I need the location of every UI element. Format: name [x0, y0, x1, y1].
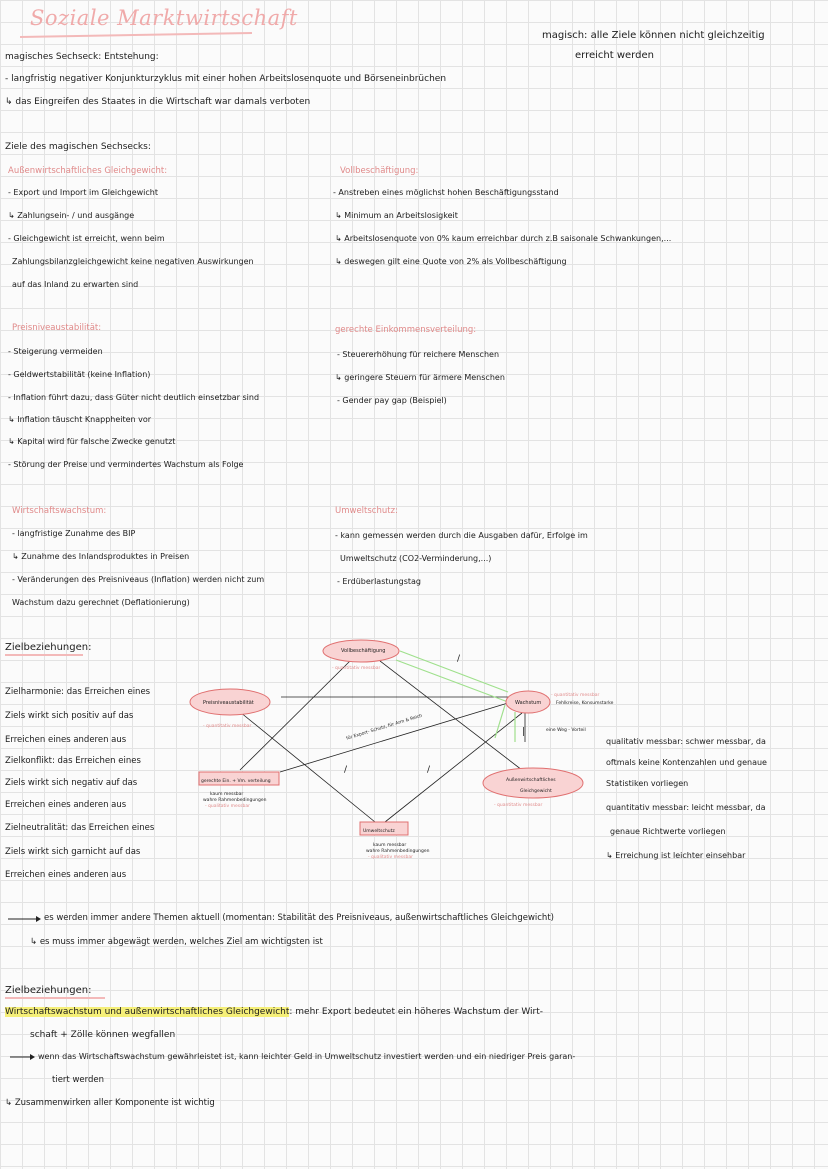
diagram-slash: / — [344, 765, 348, 775]
node-label-preisniveau: Preisniveaustabilität — [203, 700, 254, 706]
diagram-edge-label: für Export- Schutz, für Arm & Reich — [345, 713, 424, 742]
goal-title-umwelt: Umweltschutz: — [335, 506, 398, 516]
goal-line: - Erdüberlastungstag — [337, 577, 422, 586]
goal-line: Zahlungsbilanzgleichgewicht keine negativen Auswirkungen — [12, 257, 254, 266]
node-note: - quantitativ messbar — [551, 693, 600, 698]
arrow-icon — [36, 916, 41, 922]
arrow-note-line2: ↳ es muss immer abgewägt werden, welches Ziel am wichtigsten ist — [30, 937, 323, 947]
diagram-pipe: | — [522, 727, 526, 737]
goal-line: - Veränderungen des Preisniveaus (Inflation) werden nicht zum — [12, 575, 265, 584]
zielbeziehung-text: : mehr Export bedeutet ein höheres Wachstum der Wirt- — [289, 1007, 544, 1017]
page-title: Soziale Marktwirtschaft — [30, 6, 298, 30]
goal-line: ↳ Zahlungsein- / und ausgänge — [8, 211, 135, 220]
node-label-aussen: Außenwirtschaftliches — [506, 778, 556, 783]
node-label-wachstum: Wachstum — [515, 700, 542, 706]
node-note: kaum messbar — [373, 843, 407, 848]
magisch-note-line1: magisch: alle Ziele können nicht gleichzeitig — [542, 30, 765, 41]
goal-title-aussen: Außenwirtschaftliches Gleichgewicht: — [8, 166, 168, 176]
goal-line: auf das Inland zu erwarten sind — [12, 280, 139, 289]
goal-line: - kann gemessen werden durch die Ausgaben dafür, Erfolge im — [335, 531, 588, 540]
entstehung-heading: magisches Sechseck: Entstehung: — [5, 52, 159, 62]
ziele-heading: Ziele des magischen Sechsecks: — [5, 142, 151, 152]
konflikt-line: Zielkonflikt: das Erreichen eines — [5, 756, 141, 766]
node-label-einkommen: gerechte Ein. + Vm. verteilung — [201, 779, 271, 784]
zielbeziehung-line — [5, 1007, 543, 1018]
goal-line: - Anstreben eines möglichst hohen Beschäftigungsstand — [333, 188, 559, 197]
goal-line: ↳ Zunahme des Inlandsproduktes in Preisen — [12, 552, 190, 561]
messbar-line: oftmals keine Kontenzahlen und genaue — [606, 758, 767, 767]
node-label-umwelt: Umweltschutz — [363, 829, 395, 834]
node-note: wahre Rahmenbedingungen — [366, 849, 430, 854]
messbar-line: qualitativ messbar: schwer messbar, da — [606, 737, 766, 746]
goal-title-wachstum: Wirtschaftswachstum: — [12, 506, 107, 516]
goal-line: ↳ Kapital wird für falsche Zwecke genutzt — [8, 437, 176, 446]
neutral-line: Zielneutralität: das Erreichen eines — [5, 823, 155, 833]
entstehung-line: ↳ das Eingreifen des Staates in die Wirtschaft war damals verboten — [5, 97, 311, 107]
node-note: - quantitativ messbar — [332, 666, 381, 671]
goal-line: - Gender pay gap (Beispiel) — [337, 396, 447, 405]
entstehung-line: - langfristig negativer Konjunkturzyklus mit einer hohen Arbeitslosenquote und Börseneinbrüchen — [5, 74, 447, 84]
node-label-aussen2: Gleichgewicht — [520, 789, 552, 794]
goal-line: ↳ Arbeitslosenquote von 0% kaum erreichbar durch z.B saisonale Schwankungen,... — [335, 234, 672, 243]
zielbeziehungen-heading: Zielbeziehungen: — [5, 642, 92, 653]
neutral-line: Ziels wirkt sich garnicht auf das — [5, 847, 141, 857]
goal-line: ↳ Minimum an Arbeitslosigkeit — [335, 211, 458, 220]
node-note: - quantitativ messbar — [203, 724, 252, 729]
diagram-right-label: eine Weg - Vorteil — [546, 728, 586, 733]
goal-line: ↳ deswegen gilt eine Quote von 2% als Vollbeschäftigung — [335, 257, 567, 266]
node-note: wahre Rahmenbedingungen — [203, 798, 267, 803]
goal-line: - langfristige Zunahme des BIP — [12, 529, 136, 538]
goal-line: Umweltschutz (CO2-Verminderung,...) — [340, 554, 492, 563]
neutral-line: Erreichen eines anderen aus — [5, 870, 127, 880]
goal-title-vollbeschaeftigung: Vollbeschäftigung: — [340, 166, 419, 176]
goal-line: - Störung der Preise und vermindertes Wachstum als Folge — [8, 460, 244, 469]
messbar-line: genaue Richtwerte vorliegen — [610, 827, 726, 836]
goal-line: Wachstum dazu gerechnet (Deflationierung) — [12, 598, 190, 607]
highlight-text: Wirtschaftswachstum und außenwirtschaftliches Gleichgewicht — [5, 1007, 290, 1017]
messbar-line: ↳ Erreichung ist leichter einsehbar — [606, 851, 746, 860]
heading-underline — [5, 997, 105, 999]
konflikt-line: Erreichen eines anderen aus — [5, 800, 127, 810]
goal-line: - Geldwertstabilität (keine Inflation) — [8, 370, 151, 379]
konflikt-line: Ziels wirkt sich negativ auf das — [5, 778, 138, 788]
goal-line: - Export und Import im Gleichgewicht — [8, 188, 158, 197]
node-note: - qualitativ messbar — [368, 855, 413, 860]
zielbeziehung-line: wenn das Wirtschaftswachstum gewährleistet ist, kann leichter Geld in Umweltschutz investiert werden und ein niedriger Preis garan- — [38, 1052, 576, 1061]
goal-title-einkommen: gerechte Einkommensverteilung: — [335, 325, 477, 335]
harmonie-line: Zielharmonie: das Erreichen eines — [5, 687, 151, 697]
node-note: - qualitativ messbar — [205, 804, 250, 809]
harmonie-line: Erreichen eines anderen aus — [5, 735, 127, 745]
goal-line: - Gleichgewicht ist erreicht, wenn beim — [8, 234, 165, 243]
goal-line: ↳ Inflation täuscht Knappheiten vor — [8, 415, 152, 424]
node-note: - quantitativ messbar — [494, 803, 543, 808]
diagram-slash: / — [427, 765, 431, 775]
messbar-line: Statistiken vorliegen — [606, 779, 689, 788]
arrow-note-line1: es werden immer andere Themen aktuell (momentan: Stabilität des Preisniveaus, außenwirtschaftliches Gleichgewicht) — [44, 913, 554, 923]
arrow-icon — [30, 1054, 35, 1060]
goal-line: - Steuererhöhung für reichere Menschen — [337, 350, 500, 359]
node-note: kaum messbar — [210, 792, 244, 797]
zielbeziehung-line: schaft + Zölle können wegfallen — [30, 1030, 176, 1040]
magisch-note-line2: erreicht werden — [575, 50, 654, 61]
zielbeziehungen-heading-2: Zielbeziehungen: — [5, 985, 92, 996]
diagram-slash: / — [457, 654, 461, 664]
goal-line: ↳ geringere Steuern für ärmere Menschen — [335, 373, 505, 382]
goal-title-preisniveau: Preisniveaustabilität: — [12, 323, 102, 333]
zielbeziehung-line: tiert werden — [52, 1075, 104, 1085]
messbar-line: quantitativ messbar: leicht messbar, da — [606, 803, 766, 812]
goal-line: - Inflation führt dazu, dass Güter nicht deutlich einsetzbar sind — [8, 393, 260, 402]
harmonie-line: Ziels wirkt sich positiv auf das — [5, 711, 134, 721]
node-label-vollbeschaeftigung: Vollbeschäftigung — [341, 648, 386, 654]
zielbeziehung-line: ↳ Zusammenwirken aller Komponente ist wichtig — [5, 1098, 215, 1108]
goal-line: - Steigerung vermeiden — [8, 347, 103, 356]
node-note: Fehlkreise, Konsumstarke — [556, 701, 614, 706]
